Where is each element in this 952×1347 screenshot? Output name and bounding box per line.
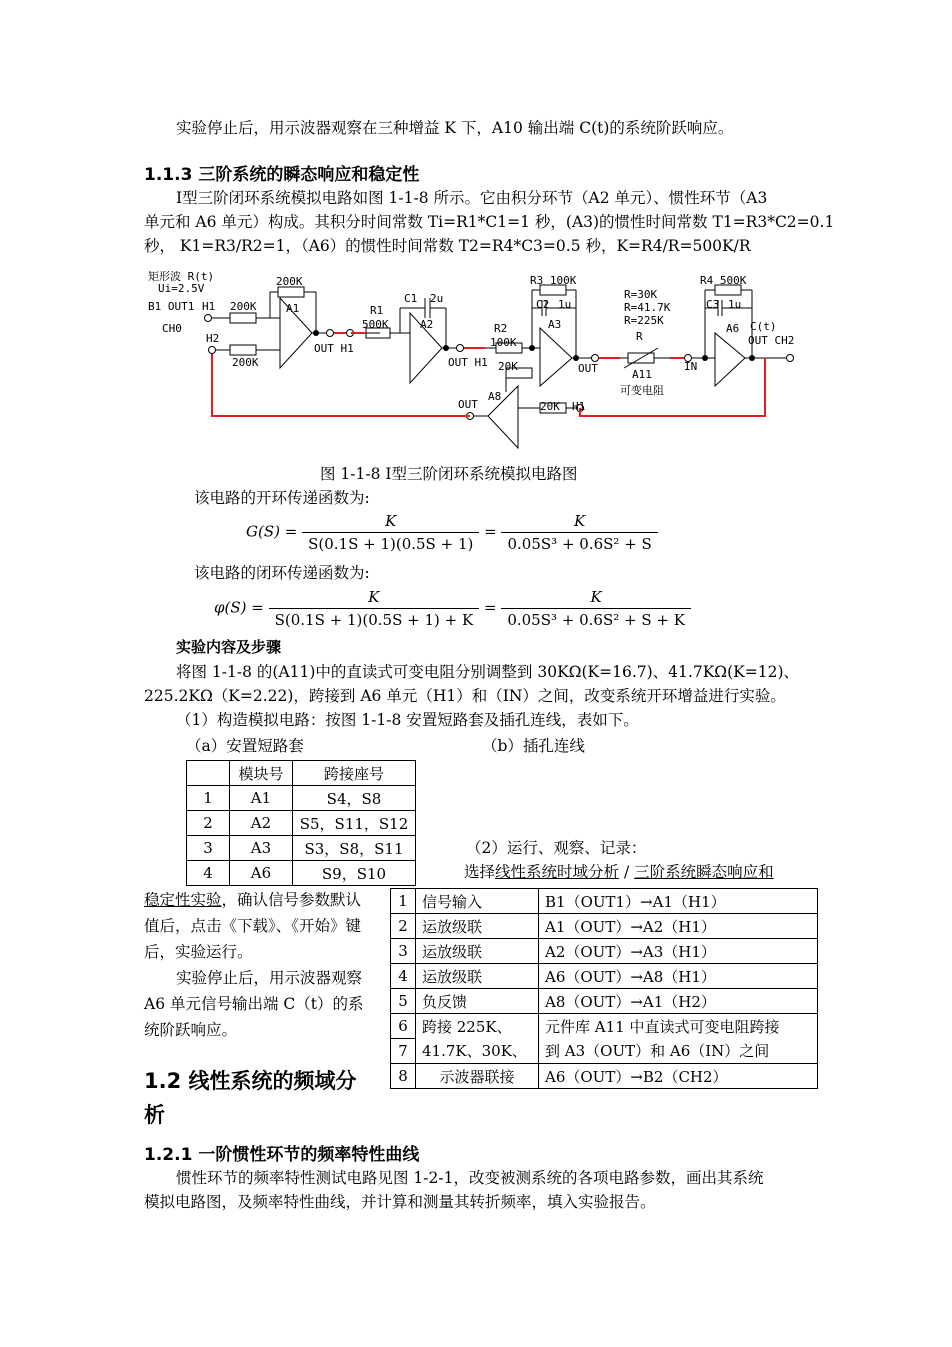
table-cell: 2 — [391, 914, 416, 939]
table-row — [391, 1064, 818, 1089]
table-cell: 4 — [187, 861, 230, 886]
denominator: S(0.1S + 1)(0.5S + 1) + K — [269, 608, 480, 629]
figure-caption: 图 1-1-8 Ⅰ型三阶闭环系统模拟电路图 — [320, 465, 578, 483]
table-row — [187, 836, 416, 861]
circuit-label: R3 100K — [530, 274, 577, 287]
table-cell: 7 — [391, 1039, 416, 1064]
circuit-label: A1 — [286, 302, 300, 315]
circuit-label: 20K — [498, 360, 518, 373]
table-row — [391, 1014, 818, 1039]
table-cell: 2 — [187, 811, 230, 836]
paragraph-line: 单元和 A6 单元）构成。其积分时间常数 Ti=R1*C1=1 秒，(A3)的惯性时间常数 T1=R3*C2=0.1 — [144, 213, 835, 231]
table-header-row — [187, 761, 416, 786]
left-text-line: 实验停止后，用示波器观察 — [176, 969, 363, 987]
circuit-label: R=41.7K — [624, 301, 671, 314]
open-loop-intro: 该电路的开环传递函数为: — [194, 489, 370, 507]
table-cell: A6（OUT）→A8（H1） — [539, 964, 818, 989]
table-cell: 到 A3（OUT）和 A6（IN）之间 — [539, 1039, 818, 1064]
table-cell: 跨接 225K、 — [416, 1014, 539, 1039]
table-cell: 元件库 A11 中直读式可变电阻跨接 — [539, 1014, 818, 1039]
label-a: （a）安置短路套 — [186, 737, 304, 755]
table-cell: 运放级联 — [416, 964, 539, 989]
circuit-label: H1 — [572, 400, 586, 413]
table-row — [187, 811, 416, 836]
circuit-label: IN — [684, 360, 698, 373]
table-cell: S3，S8，S11 — [293, 836, 416, 861]
circuit-label: R1 — [370, 304, 384, 317]
circuit-label: Ui=2.5V — [158, 282, 205, 295]
circuit-label: 500K — [362, 318, 389, 331]
circuit-label: R — [636, 330, 643, 343]
circuit-label: 200K — [276, 275, 303, 288]
left-text-line — [144, 888, 361, 912]
menu-link-stability[interactable]: 稳定性实验 — [144, 891, 222, 909]
equation-lhs: G(S) = — [246, 522, 298, 541]
circuit-label: C1 — [404, 292, 418, 305]
paragraph-line: 模拟电路图，及频率特性曲线，并计算和测量其转折频率，填入实验报告。 — [144, 1193, 656, 1211]
left-text-line: 后，实验运行。 — [144, 943, 253, 961]
circuit-label: 1u — [558, 298, 572, 311]
circuit-label: OUT H1 — [448, 356, 488, 369]
select-menu-path — [464, 860, 774, 884]
intro-line: 实验停止后，用示波器观察在三种增益 K 下，A10 输出端 C(t)的系统阶跃响应。 — [176, 119, 734, 137]
table-cell: 负反馈 — [416, 989, 539, 1014]
circuit-label: 200K — [232, 356, 259, 369]
table-cell — [187, 761, 230, 786]
table-cell: 信号输入 — [416, 889, 539, 914]
table-cell: B1（OUT1）→A1（H1） — [539, 889, 818, 914]
denominator: 0.05S³ + 0.6S² + S — [501, 532, 657, 553]
table-cell: S4，S8 — [293, 786, 416, 811]
paragraph-line: 惯性环节的频率特性测试电路见图 1-2-1，改变被测系统的各项电路参数，画出其系统 — [176, 1169, 764, 1187]
path-separator: / — [619, 863, 635, 881]
circuit-label: A8 — [488, 390, 502, 403]
left-text-line: A6 单元信号输出端 C（t）的系 — [144, 995, 364, 1013]
table-row — [391, 914, 818, 939]
table-cell: 3 — [187, 836, 230, 861]
section-heading-1-2: 1.2 线性系统的频域分 — [144, 1069, 357, 1093]
paragraph-line: 将图 1-1-8 的(A11)中的直读式可变电阻分别调整到 30KΩ(K=16.7)、41.7KΩ(K=12)、 — [176, 663, 800, 681]
fraction — [302, 512, 479, 553]
table-row — [391, 964, 818, 989]
fraction — [501, 512, 657, 553]
section-heading-1-2-cont: 析 — [144, 1103, 165, 1127]
equals-sign: = — [483, 598, 497, 617]
circuit-label: 200K — [230, 300, 257, 313]
table-cell: 跨接座号 — [293, 761, 416, 786]
wiring-table — [390, 888, 818, 1089]
left-text-line: 统阶跃响应。 — [144, 1021, 238, 1039]
table-row — [391, 889, 818, 914]
table-cell: A6 — [230, 861, 293, 886]
closed-loop-intro: 该电路的闭环传递函数为: — [194, 564, 370, 582]
table-cell: A1 — [230, 786, 293, 811]
numerator: K — [574, 512, 586, 530]
circuit-label: OUT CH2 — [748, 334, 795, 347]
equals-sign: = — [484, 522, 497, 541]
menu-link-time-domain[interactable]: 线性系统时域分析 — [495, 863, 620, 881]
circuit-label: C3 — [706, 298, 720, 311]
menu-link-third-order[interactable]: 三阶系统瞬态响应和 — [634, 863, 774, 881]
table-cell: 运放级联 — [416, 914, 539, 939]
circuit-label: OUT — [578, 362, 598, 375]
circuit-label: R=30K — [624, 288, 658, 301]
circuit-label: A2 — [420, 318, 434, 331]
select-prefix: 选择 — [464, 863, 496, 881]
circuit-label: OUT H1 — [314, 342, 354, 355]
closed-loop-equation — [214, 588, 691, 629]
circuit-label: R=225K — [624, 314, 664, 327]
table-cell: S9，S10 — [293, 861, 416, 886]
circuit-label: H1 — [202, 300, 216, 313]
circuit-label: A6 — [726, 322, 740, 335]
table-cell: A8（OUT）→A1（H2） — [539, 989, 818, 1014]
table-cell: A2 — [230, 811, 293, 836]
table-row — [187, 861, 416, 886]
table-row — [391, 1039, 818, 1064]
table-cell: 模块号 — [230, 761, 293, 786]
numerator: K — [590, 588, 602, 606]
circuit-label: 2u — [430, 292, 444, 305]
table-cell: 运放级联 — [416, 939, 539, 964]
circuit-label: 20K — [540, 400, 560, 413]
table-cell: A1（OUT）→A2（H1） — [539, 914, 818, 939]
table-cell: A6（OUT）→B2（CH2） — [539, 1064, 818, 1089]
circuit-label: 1u — [728, 298, 742, 311]
table-row — [391, 939, 818, 964]
table-cell: 5 — [391, 989, 416, 1014]
equation-lhs: φ(S) = — [214, 598, 264, 617]
table-cell: A3 — [230, 836, 293, 861]
circuit-label: 矩形波 R(t) — [148, 270, 215, 283]
section-heading-1-1-3: 1.1.3 三阶系统的瞬态响应和稳定性 — [144, 165, 420, 185]
circuit-label: 100K — [490, 336, 517, 349]
left-text-line: 值后，点击《下载》、《开始》键 — [144, 917, 362, 935]
paragraph-line: Ⅰ型三阶闭环系统模拟电路如图 1-1-8 所示。它由积分环节（A2 单元）、惯性环节（A3 — [176, 189, 768, 207]
denominator: S(0.1S + 1)(0.5S + 1) — [302, 532, 479, 553]
fraction — [501, 588, 691, 629]
circuit-label: R4 500K — [700, 274, 747, 287]
circuit-label: A11 — [632, 368, 652, 381]
table-cell: 6 — [391, 1014, 416, 1039]
circuit-label: H2 — [206, 332, 220, 345]
table-cell: 1 — [391, 889, 416, 914]
jumper-table — [186, 760, 416, 886]
circuit-label: C2 — [536, 298, 550, 311]
table-row — [187, 786, 416, 811]
step-2-text: （2）运行、观察、记录： — [466, 839, 647, 857]
circuit-label: R2 — [494, 322, 508, 335]
table-cell: 3 — [391, 939, 416, 964]
label-b: （b）插孔连线 — [482, 737, 585, 755]
circuit-label: CH0 — [162, 322, 182, 335]
table-cell: 4 — [391, 964, 416, 989]
fraction — [269, 588, 480, 629]
table-cell: 1 — [187, 786, 230, 811]
table-cell: A2（OUT）→A3（H1） — [539, 939, 818, 964]
table-row — [391, 989, 818, 1014]
circuit-label: B1 OUT1 — [148, 300, 195, 313]
table-cell: S5，S11，S12 — [293, 811, 416, 836]
content-heading: 实验内容及步骤 — [176, 638, 282, 656]
numerator: K — [368, 588, 380, 606]
table-cell: 示波器联接 — [416, 1064, 539, 1089]
circuit-label: OUT — [458, 398, 478, 411]
circuit-label: 可变电阻 — [620, 384, 664, 397]
open-loop-equation — [246, 512, 658, 553]
table-cell: 8 — [391, 1064, 416, 1089]
numerator: K — [385, 512, 397, 530]
table-cell: 41.7K、30K、 — [416, 1039, 539, 1064]
left-text-fragment: ，确认信号参数默认 — [221, 891, 362, 909]
paragraph-line: 225.2KΩ（K=2.22)，跨接到 A6 单元（H1）和（IN）之间，改变系统开环增益进行实验。 — [144, 687, 786, 705]
paragraph-line: 秒， K1=R3/R2=1，（A6）的惯性时间常数 T2=R4*C3=0.5 秒，K=R4/R=500K/R — [144, 237, 751, 255]
paragraph-line: （1）构造模拟电路：按图 1-1-8 安置短路套及插孔连线，表如下。 — [176, 711, 639, 729]
circuit-label: C(t) — [750, 320, 777, 333]
denominator: 0.05S³ + 0.6S² + S + K — [501, 608, 691, 629]
circuit-label: A3 — [548, 318, 562, 331]
section-heading-1-2-1: 1.2.1 一阶惯性环节的频率特性曲线 — [144, 1145, 420, 1165]
